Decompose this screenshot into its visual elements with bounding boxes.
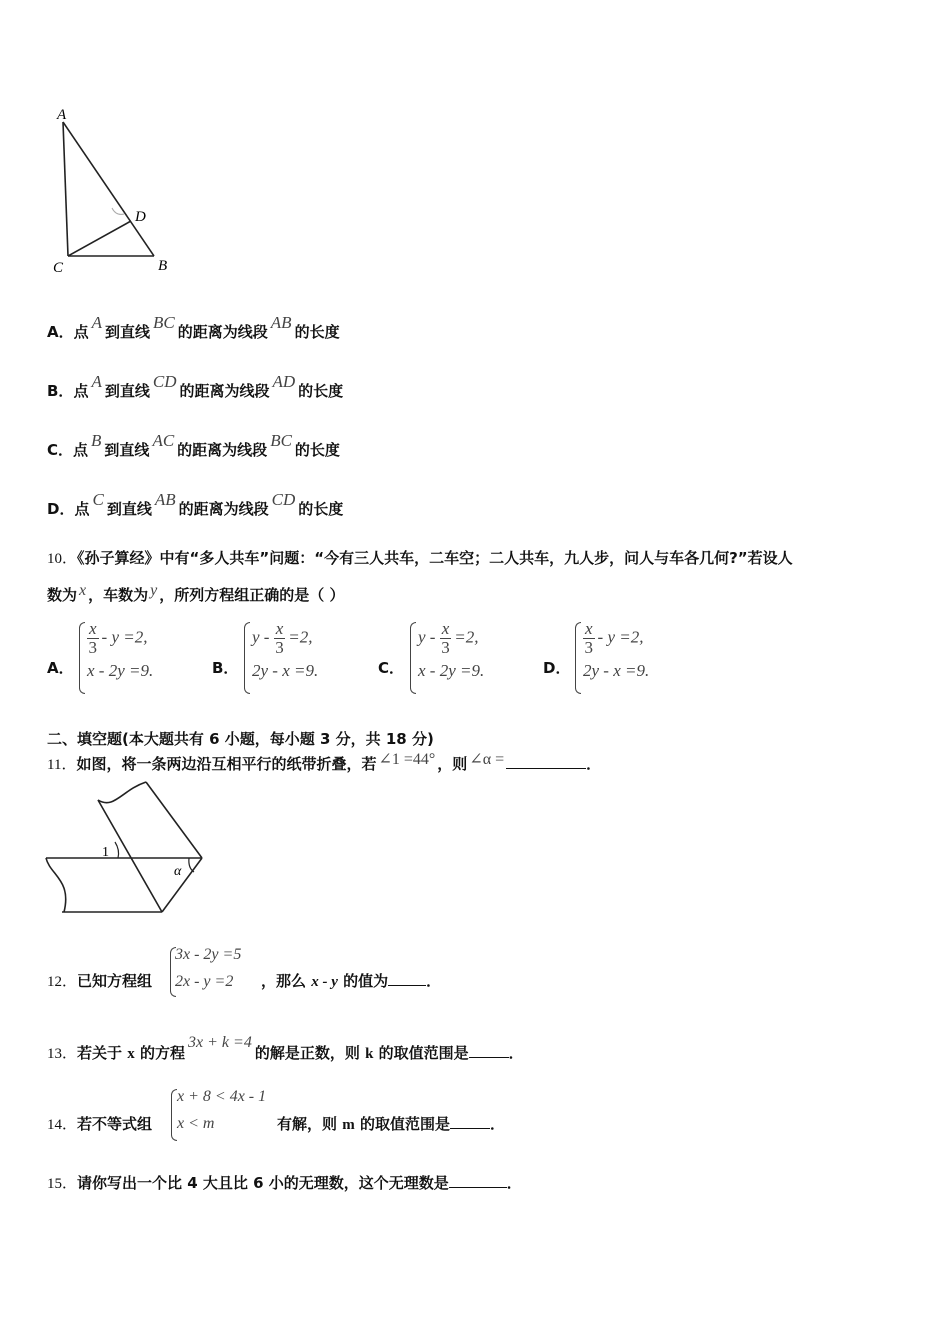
q10-stem-line1: 10．《孙子算经》中有“多人共车”问题：“今有三人共车，二车空；二人共车，九人步，问人与车各几何?”若设人 xyxy=(47,549,793,567)
q15-stem: 15．请你写出一个比 4 大且比 6 小的无理数，这个无理数是 ． xyxy=(47,1174,522,1192)
triangle-figure xyxy=(40,100,190,280)
q11-stem: 11．如图，将一条两边沿互相平行的纸带折叠，若 ∠1 =44° ，则 ∠α = ． xyxy=(47,751,602,773)
q10-stem-line2: 数为 x ，车数为 y ，所列方程组正确的是（ ） xyxy=(47,582,345,604)
fig-label-alpha: α xyxy=(174,864,182,879)
section-heading: 二、填空题(本大题共有 6 小题，每小题 3 分，共 18 分) xyxy=(47,730,434,748)
folded-strip-figure xyxy=(42,780,212,920)
q9-option-a: A．点 A 到直线 BC 的距离为线段 AB 的长度 xyxy=(47,313,340,341)
label-B: B xyxy=(158,258,168,274)
q13-stem: 13．若关于 x 的方程3x + k =4的解是正数，则 k 的取值范围是 ． xyxy=(47,1034,524,1062)
q14: 14．若不等式组 x + 8 < 4x - 1 x < m 有解，则 m 的取值范围是 ． xyxy=(47,1085,567,1145)
q9-option-c: C．点 B 到直线 AC 的距离为线段 BC 的长度 xyxy=(47,431,340,459)
q9-option-b: B．点 A 到直线 CD 的距离为线段 AD 的长度 xyxy=(47,372,344,400)
q12: 12．已知方程组 3x - 2y =5 2x - y =2 ，那么 x - y 的值为 ． xyxy=(47,945,507,1001)
q9-option-d: D．点 C 到直线 AB 的距离为线段 CD 的长度 xyxy=(47,490,344,518)
fig-label-1: 1 xyxy=(102,845,109,860)
label-D: D xyxy=(135,209,146,225)
label-C: C xyxy=(53,260,64,276)
label-A: A xyxy=(57,107,67,123)
